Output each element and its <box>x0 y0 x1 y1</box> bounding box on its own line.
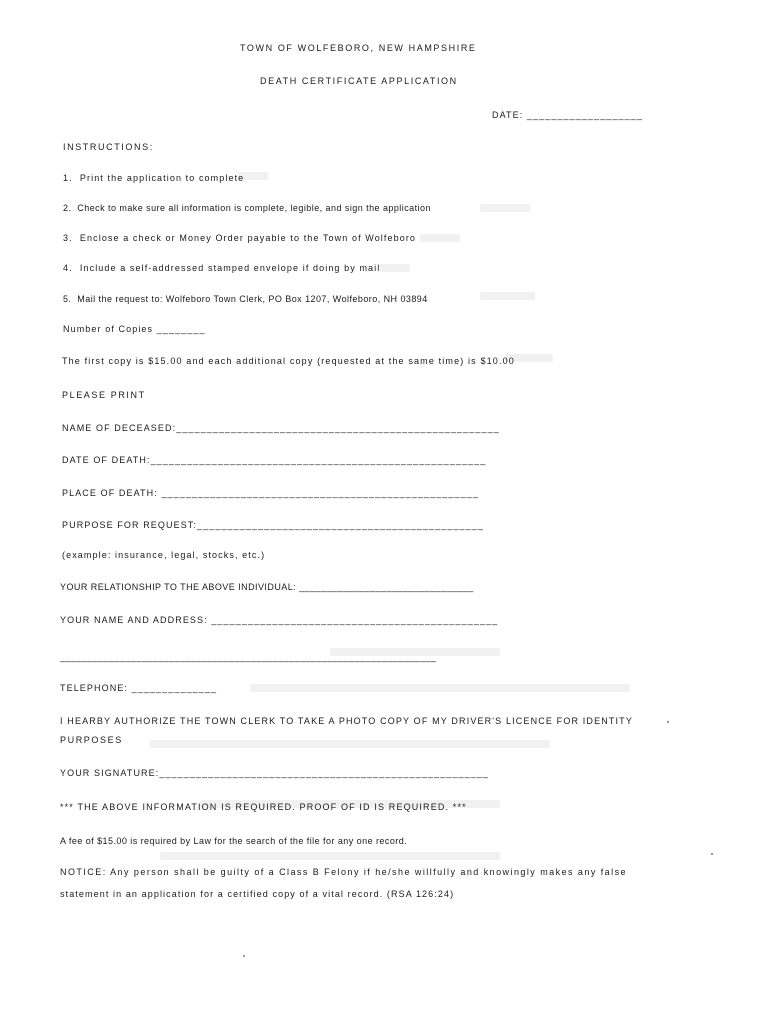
date-field[interactable]: DATE: ___________________ <box>492 110 643 120</box>
authorization-text: I HEARBY AUTHORIZE THE TOWN CLERK TO TAKE A PHOTO COPY OF MY DRIVER'S LICENCE FOR IDENTITY <box>60 716 633 726</box>
scan-bleed-mark <box>380 264 410 272</box>
instruction-item-4: 4. Include a self-addressed stamped envelope if doing by mail <box>63 263 381 273</box>
scan-bleed-mark <box>250 684 630 692</box>
please-print-label: PLEASE PRINT <box>62 390 146 400</box>
purpose-example-text: (example: insurance, legal, stocks, etc.) <box>62 550 266 560</box>
document-subtitle: DEATH CERTIFICATE APPLICATION <box>260 76 458 86</box>
authorization-text-cont: PURPOSES <box>60 735 123 745</box>
telephone-field[interactable]: TELEPHONE: ______________ <box>60 683 218 693</box>
instruction-item-1: 1. Print the application to complete <box>63 173 245 183</box>
name-of-deceased-field[interactable]: NAME OF DECEASED:_____________________________________________________ <box>62 423 500 433</box>
date-of-death-field[interactable]: DATE OF DEATH:_______________________________________________________ <box>62 455 487 465</box>
scan-speck <box>667 721 669 723</box>
signature-field[interactable]: YOUR SIGNATURE:______________________________________________________ <box>60 768 490 778</box>
scan-bleed-mark <box>480 204 530 212</box>
relationship-field[interactable]: YOUR RELATIONSHIP TO THE ABOVE INDIVIDUAL: ________________________________ <box>60 582 474 592</box>
scan-bleed-mark <box>160 852 500 860</box>
place-of-death-field[interactable]: PLACE OF DEATH: ____________________________________________________ <box>62 488 479 498</box>
felony-notice-line-2: statement in an application for a certified copy of a vital record. (RSA 126:24) <box>60 889 455 899</box>
instructions-heading: INSTRUCTIONS: <box>63 142 154 152</box>
document-title: TOWN OF WOLFEBORO, NEW HAMPSHIRE <box>240 43 477 53</box>
required-notice: *** THE ABOVE INFORMATION IS REQUIRED. PROOF OF ID IS REQUIRED. *** <box>60 802 467 812</box>
number-of-copies-field[interactable]: Number of Copies ________ <box>63 324 206 334</box>
scan-speck <box>243 955 245 957</box>
copy-fee-text: The first copy is $15.00 and each additional copy (requested at the same time) is $10.00 <box>62 356 515 366</box>
scan-bleed-mark <box>420 234 460 242</box>
purpose-for-request-field[interactable]: PURPOSE FOR REQUEST:_______________________________________________ <box>62 520 484 530</box>
scan-bleed-mark <box>480 292 535 300</box>
scan-speck <box>711 853 713 855</box>
scan-bleed-mark <box>150 740 550 748</box>
instruction-item-3: 3. Enclose a check or Money Order payable to the Town of Wolfeboro <box>63 233 417 243</box>
instruction-item-2: 2. Check to make sure all information is complete, legible, and sign the application <box>63 203 431 213</box>
instruction-item-5: 5. Mail the request to: Wolfeboro Town Clerk, PO Box 1207, Wolfeboro, NH 03894 <box>63 294 428 304</box>
felony-notice-line-1: NOTICE: Any person shall be guilty of a Class B Felony if he/she willfully and knowingly makes any false <box>60 867 627 877</box>
name-and-address-field[interactable]: YOUR NAME AND ADDRESS: _______________________________________________ <box>60 615 499 625</box>
address-line-2-field[interactable]: _____________________________________________________________________ <box>60 652 437 662</box>
search-fee-text: A fee of $15.00 is required by Law for the search of the file for any one record. <box>60 836 408 846</box>
